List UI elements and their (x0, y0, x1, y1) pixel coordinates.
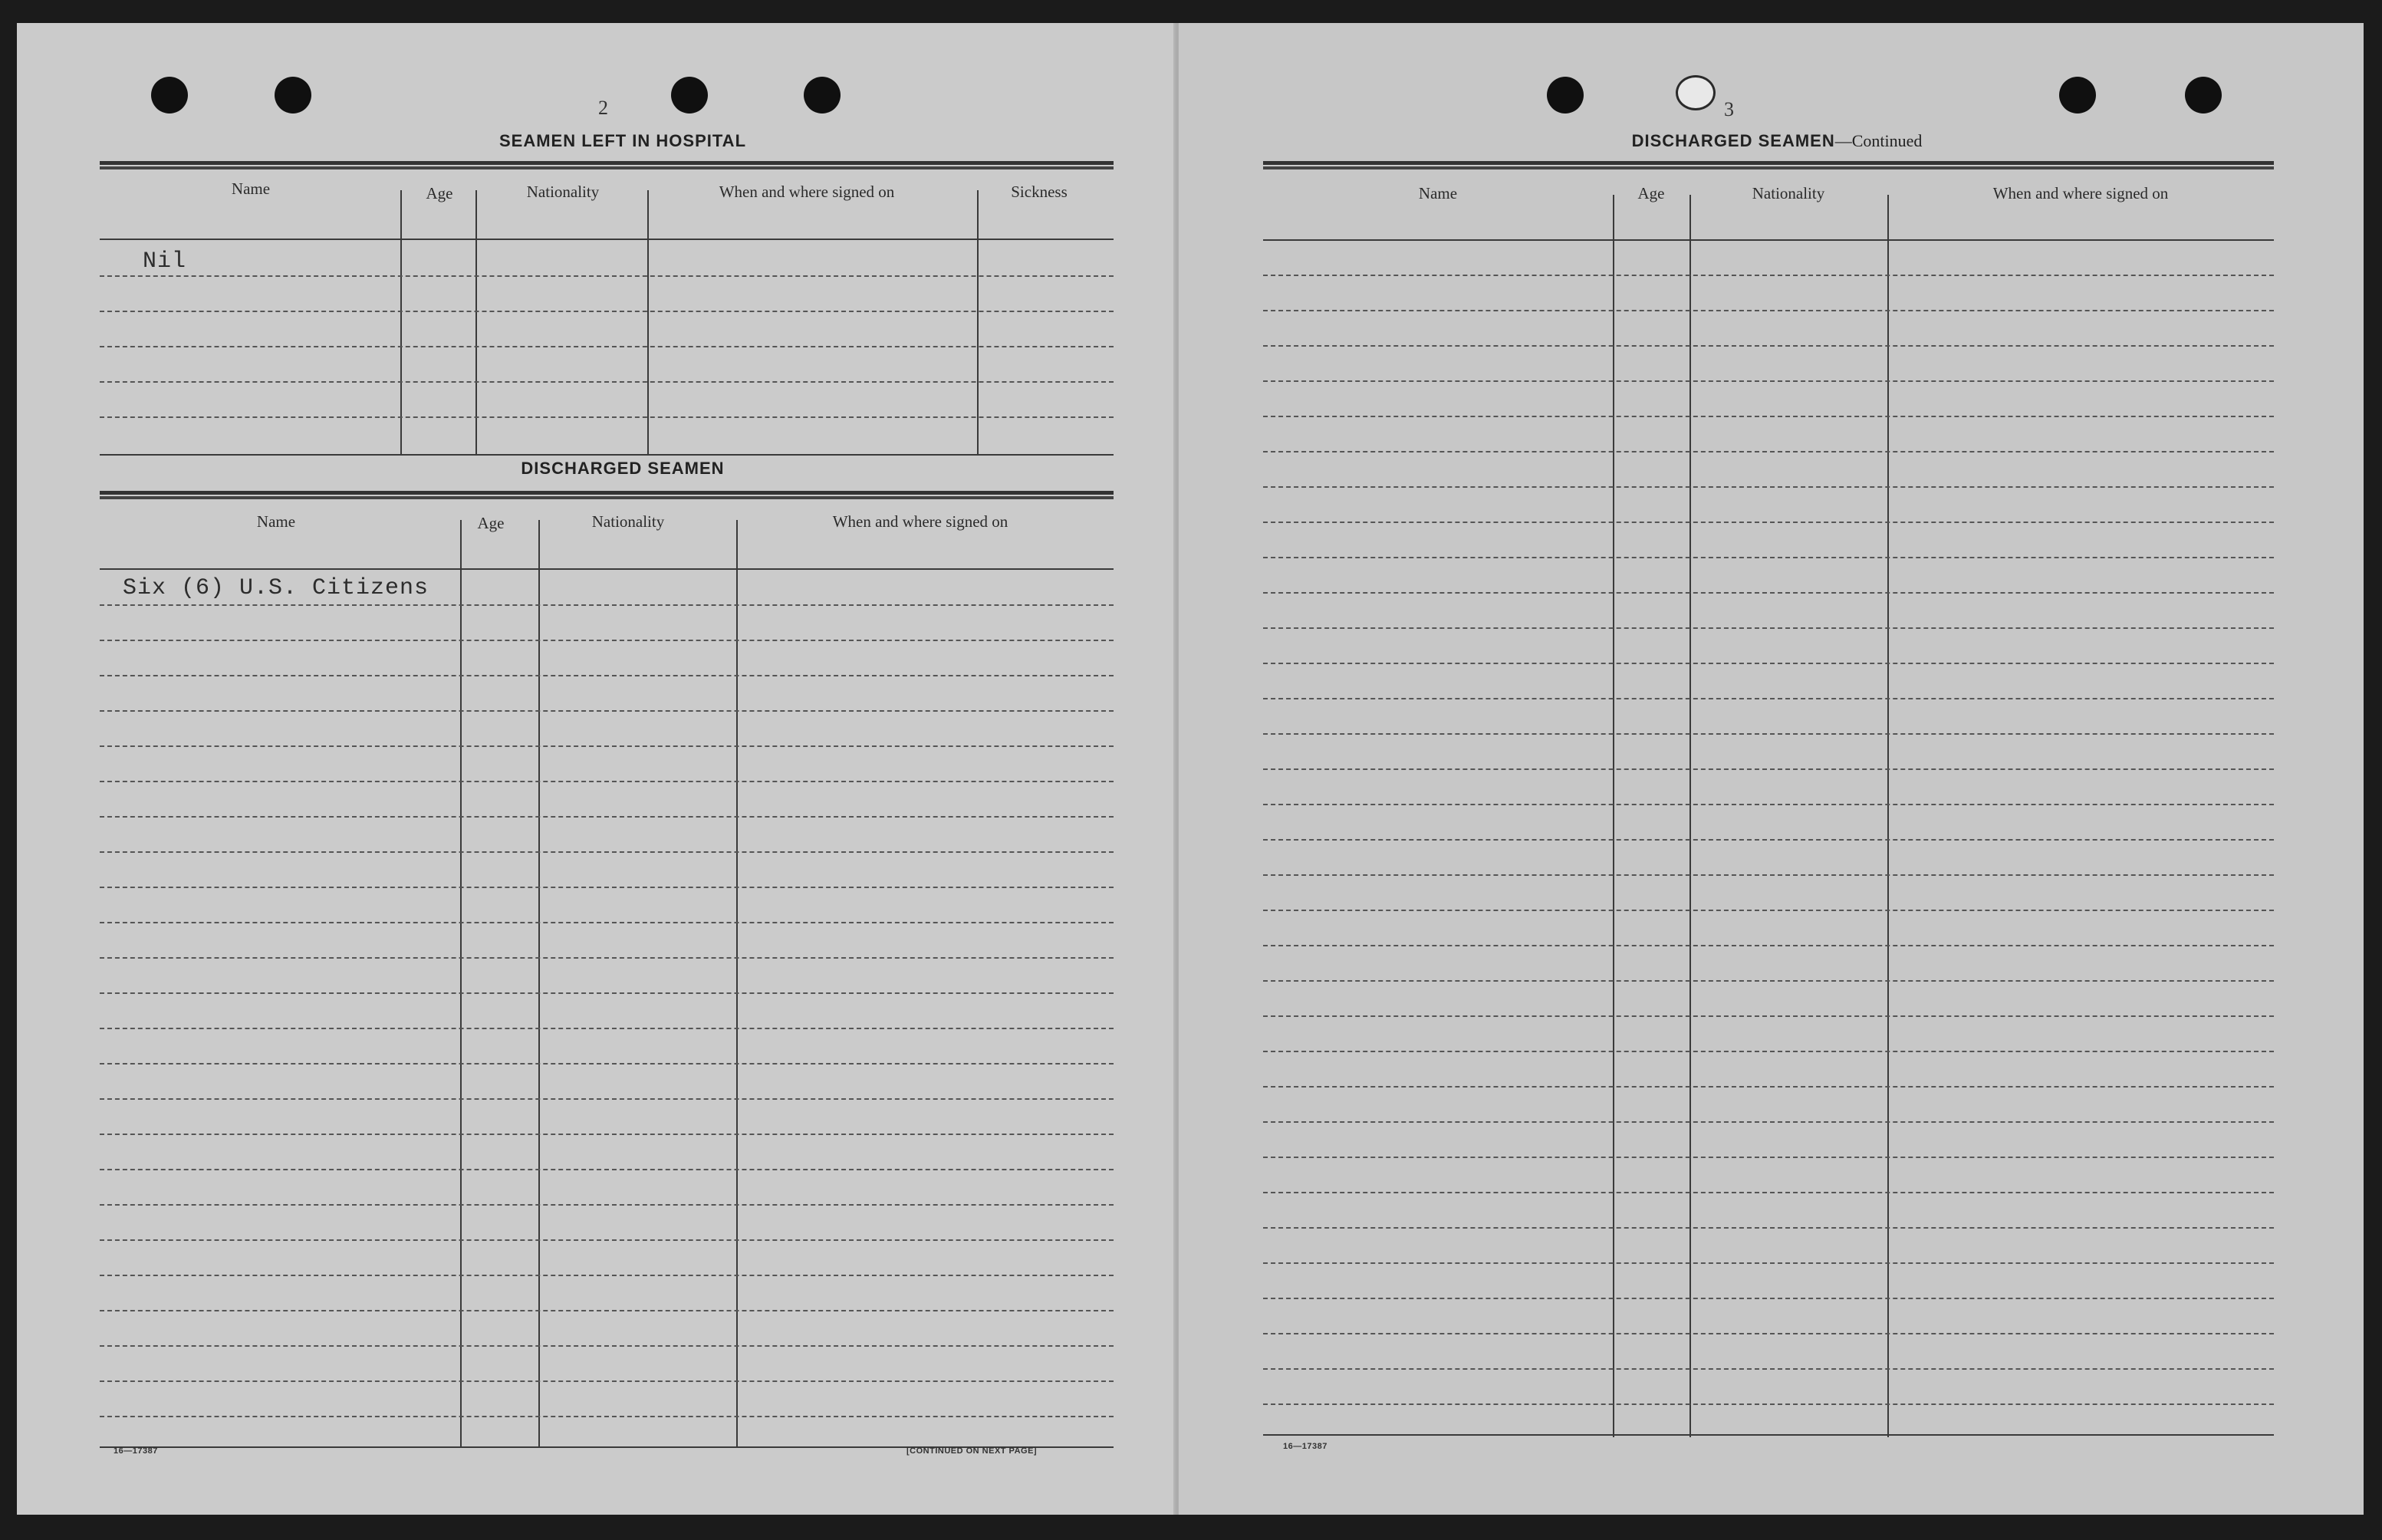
row-line (100, 311, 1114, 312)
discharged-section-title: DISCHARGED SEAMEN (521, 459, 725, 478)
column-header-name: Name (1418, 184, 1458, 202)
column-header-nationality: Nationality (1752, 184, 1825, 202)
row-line (1263, 1403, 2274, 1405)
row-line (100, 851, 1114, 853)
header-underline (1263, 239, 2274, 241)
punch-hole-icon (804, 77, 841, 114)
row-line (1263, 698, 2274, 699)
form-number: 16—17387 (1283, 1442, 1328, 1451)
row-line (1263, 980, 2274, 982)
row-line (1263, 1015, 2274, 1017)
row-line (1263, 275, 2274, 276)
row-line (1263, 486, 2274, 488)
row-line (1263, 1262, 2274, 1264)
table-bottom-line (100, 454, 1114, 456)
row-line (1263, 663, 2274, 664)
right-page (1179, 23, 2364, 1515)
punch-hole-icon (2059, 77, 2096, 114)
row-line (100, 992, 1114, 994)
page-number: 2 (598, 97, 608, 119)
discharged-continued-title (1547, 131, 2007, 151)
row-line (1263, 1298, 2274, 1299)
row-line (100, 1098, 1114, 1100)
row-line (1263, 380, 2274, 382)
row-line (100, 745, 1114, 747)
punch-hole-icon (151, 77, 188, 114)
column-header-age: Age (477, 514, 505, 532)
row-line (1263, 804, 2274, 805)
row-line (100, 604, 1114, 606)
row-line (1263, 1157, 2274, 1158)
punch-hole-icon (671, 77, 708, 114)
column-header-name: Name (231, 179, 271, 198)
row-line (100, 1204, 1114, 1206)
row-line (1263, 592, 2274, 594)
row-line (100, 1134, 1114, 1135)
row-line (100, 346, 1114, 347)
row-line (1263, 1121, 2274, 1123)
section-rule (100, 161, 1114, 166)
row-line (1263, 1227, 2274, 1229)
row-line (1263, 451, 2274, 452)
header-underline (100, 568, 1114, 570)
row-line (1263, 910, 2274, 911)
discharged-continued-title-suffix: —Continued (1834, 131, 1923, 150)
row-line (100, 816, 1114, 818)
continued-note: [CONTINUED ON NEXT PAGE] (906, 1446, 1038, 1456)
column-divider (538, 520, 540, 1448)
row-line (1263, 1333, 2274, 1334)
row-line (1263, 768, 2274, 770)
row-line (1263, 874, 2274, 876)
column-header-sickness: Sickness (1011, 183, 1068, 201)
row-line (1263, 627, 2274, 629)
row-line (100, 781, 1114, 782)
punch-hole-icon (1547, 77, 1584, 114)
row-line (1263, 522, 2274, 523)
table-bottom-line (1263, 1434, 2274, 1436)
torn-punch-hole-icon (1676, 75, 1716, 110)
row-line (100, 1310, 1114, 1311)
left-page (17, 23, 1175, 1515)
row-line (100, 1239, 1114, 1241)
row-line (100, 1063, 1114, 1065)
row-line (100, 922, 1114, 923)
header-underline (100, 239, 1114, 240)
punch-hole-icon (2185, 77, 2222, 114)
row-line (1263, 733, 2274, 735)
column-header-signed-on: When and where signed on (1992, 184, 2169, 202)
column-divider (460, 520, 462, 1448)
column-header-name: Name (256, 512, 296, 531)
discharged-continued-table (1263, 169, 2274, 1443)
row-line (1263, 945, 2274, 946)
section-rule (1263, 161, 2274, 166)
form-number: 16—17387 (114, 1446, 158, 1456)
discharged-continued-title-main: DISCHARGED SEAMEN (1631, 131, 1835, 150)
row-line (100, 640, 1114, 641)
row-line (1263, 1192, 2274, 1193)
hospital-table (100, 169, 1114, 457)
row-line (1263, 839, 2274, 841)
page-number: 3 (1724, 98, 1734, 120)
column-header-nationality: Nationality (526, 183, 600, 201)
hospital-entry-text: Nil (143, 248, 187, 275)
row-line (100, 1028, 1114, 1029)
row-line (100, 416, 1114, 418)
row-line (1263, 345, 2274, 347)
column-divider (736, 520, 738, 1448)
row-line (100, 957, 1114, 959)
column-header-age: Age (426, 184, 453, 202)
row-line (1263, 416, 2274, 417)
row-line (100, 710, 1114, 712)
row-line (100, 1169, 1114, 1170)
discharged-entry-text: Six (6) U.S. Citizens (123, 575, 429, 601)
hospital-section-title: SEAMEN LEFT IN HOSPITAL (498, 131, 747, 150)
row-line (1263, 1051, 2274, 1052)
column-header-age: Age (1637, 184, 1665, 202)
row-line (100, 887, 1114, 888)
column-header-signed-on: When and where signed on (832, 512, 1008, 531)
row-line (1263, 557, 2274, 558)
row-line (100, 1345, 1114, 1347)
row-line (100, 381, 1114, 383)
discharged-table (100, 499, 1114, 1451)
row-line (100, 1275, 1114, 1276)
punch-hole-icon (275, 77, 311, 114)
row-line (1263, 1086, 2274, 1088)
row-line (1263, 1368, 2274, 1370)
column-header-nationality: Nationality (591, 512, 665, 531)
scanned-document (17, 23, 2364, 1515)
section-rule (100, 491, 1114, 496)
row-line (100, 1416, 1114, 1417)
row-line (100, 275, 1114, 277)
row-line (100, 1380, 1114, 1382)
row-line (100, 675, 1114, 676)
row-line (1263, 310, 2274, 311)
column-header-signed-on: When and where signed on (719, 183, 895, 201)
